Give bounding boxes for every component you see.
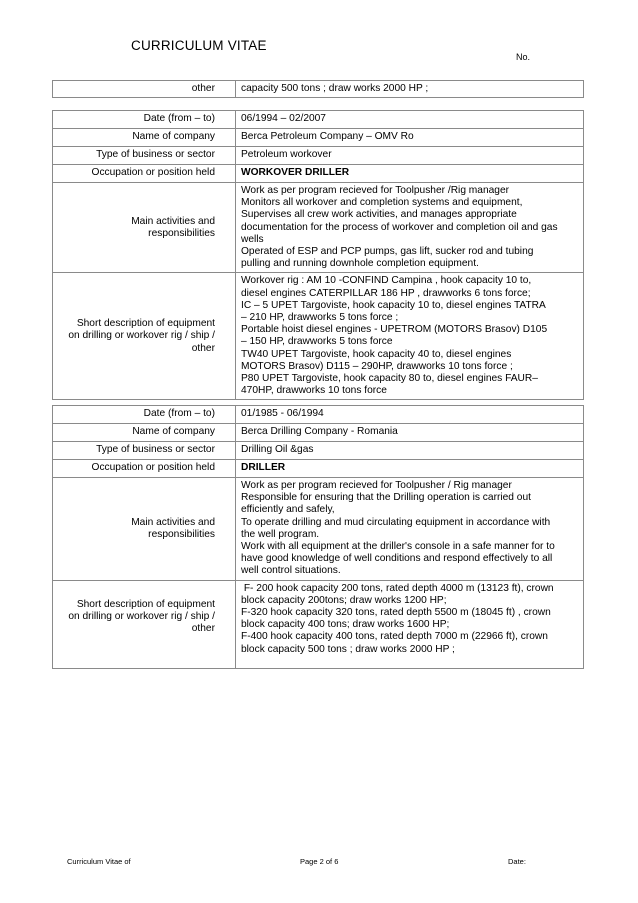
activities-value [236,478,584,581]
company-value: Berca Petroleum Company – OMV Ro [236,129,584,147]
text-line: block capacity 400 tons; draw works 1600 HP; [241,619,450,631]
table-row [53,460,584,478]
experience-entry-1 [52,110,584,400]
number-label: No. [516,52,531,62]
business-label: Type of business or sector [53,147,236,165]
position-label: Occupation or position held [53,165,236,183]
table-row [53,129,584,147]
position-label: Occupation or position held [53,460,236,478]
text-line: Workover rig : AM 10 -CONFIND Campina , hook capacity 10 to, [241,275,532,287]
table-row [53,478,584,581]
row-value: capacity 500 tons ; draw works 2000 HP ; [236,81,584,98]
text-line: efficiently and safely, [241,504,335,516]
business-value: Petroleum workover [236,147,584,165]
table-row [53,406,584,424]
company-label: Name of company [53,129,236,147]
activities-label-line: Main activities and [131,516,215,528]
text-line: F-320 hook capacity 320 tons, rated depth 5500 m (18045 ft) , crown [241,607,551,619]
table-row [53,580,584,668]
text-line: Portable hoist diesel engines - UPETROM (MOTORS Brasov) D105 [241,324,548,336]
text-line: the well program. [241,528,320,540]
activities-label-line: responsibilities [148,227,215,239]
date-value: 01/1985 - 06/1994 [236,406,584,424]
equipment-label-line: on drilling or workover rig / ship / [68,611,215,623]
text-line: documentation for the process of workover and completion oil and gas [241,221,558,233]
footer-cv-of: Curriculum Vitae of [67,857,131,866]
business-label: Type of business or sector [53,442,236,460]
continuation-table [52,80,584,98]
footer-date: Date: [508,857,526,866]
company-label: Name of company [53,424,236,442]
equipment-label [53,273,236,400]
activities-label-line: responsibilities [148,528,215,540]
equipment-label-line: Short description of equipment [76,318,215,330]
equipment-value [236,580,584,668]
text-line: P80 UPET Targoviste, hook capacity 80 to, diesel engines FAUR– [241,373,538,385]
text-line: 470HP, drawworks 10 tons force [241,385,387,397]
table-row [53,111,584,129]
date-value: 06/1994 – 02/2007 [236,111,584,129]
activities-label [53,478,236,581]
activities-label [53,183,236,273]
company-value: Berca Drilling Company - Romania [236,424,584,442]
text-line: – 150 HP, drawworks 5 tons force [241,336,393,348]
equipment-label-line: Short description of equipment [76,598,215,610]
text-line: Supervises all crew work activities, and manages appropriate [241,209,517,221]
table-row [53,442,584,460]
table-row [53,424,584,442]
text-line: well control situations. [241,565,341,577]
text-line: MOTORS Brasov) D115 – 290HP, drawworks 10 tons force ; [241,360,513,372]
table-row [53,183,584,273]
table-row [53,273,584,400]
position-value: DRILLER [236,460,584,478]
row-label: other [53,81,236,98]
position-value: WORKOVER DRILLER [236,165,584,183]
text-line: Operated of ESP and PCP pumps, gas lift, sucker rod and tubing [241,246,534,258]
text-line: IC – 5 UPET Targoviste, hook capacity 10 to, diesel engines TATRA [241,299,546,311]
date-label: Date (from – to) [53,406,236,424]
table-row [53,165,584,183]
equipment-value [236,273,584,400]
equipment-label-line: other [191,623,215,635]
text-line: wells [241,233,264,245]
text-line: TW40 UPET Targoviste, hook capacity 40 to, diesel engines [241,348,512,360]
activities-label-line: Main activities and [131,215,215,227]
text-line: F- 200 hook capacity 200 tons, rated depth 4000 m (13123 ft), crown [241,582,554,594]
experience-entry-2 [52,405,584,669]
table-row [53,81,584,98]
text-line: Work as per program recieved for Toolpusher / Rig manager [241,480,512,491]
text-line: – 210 HP, drawworks 5 tons force ; [241,312,399,324]
activities-value [236,183,584,273]
text-line: Work with all equipment at the driller's console in a safe manner for to [241,541,555,553]
text-line: have good knowledge of well conditions and respond effectively to all [241,553,553,565]
text-line: F-400 hook capacity 400 tons, rated depth 7000 m (22966 ft), crown [241,631,548,643]
equipment-label [53,580,236,668]
text-line: block capacity 500 tons ; draw works 2000 HP ; [241,643,455,655]
text-line: Work as per program recieved for Toolpusher /Rig manager [241,185,510,196]
text-line: Responsible for ensuring that the Drilling operation is carried out [241,492,531,504]
text-line: pulling and running downhole completion equipment. [241,258,479,270]
equipment-label-line: on drilling or workover rig / ship / [68,330,215,342]
date-label: Date (from – to) [53,111,236,129]
footer-page-number: Page 2 of 6 [300,857,339,866]
text-line: block capacity 200tons; draw works 1200 HP; [241,594,447,606]
text-line: Monitors all workover and completion systems and equipment, [241,197,523,209]
text-line: To operate drilling and mud circulating equipment in accordance with [241,516,551,528]
equipment-label-line: other [191,342,215,354]
page-title: CURRICULUM VITAE [131,38,267,53]
text-line: diesel engines CATERPILLAR 186 HP , drawworks 6 tons force; [241,287,531,299]
business-value: Drilling Oil &gas [236,442,584,460]
table-row [53,147,584,165]
